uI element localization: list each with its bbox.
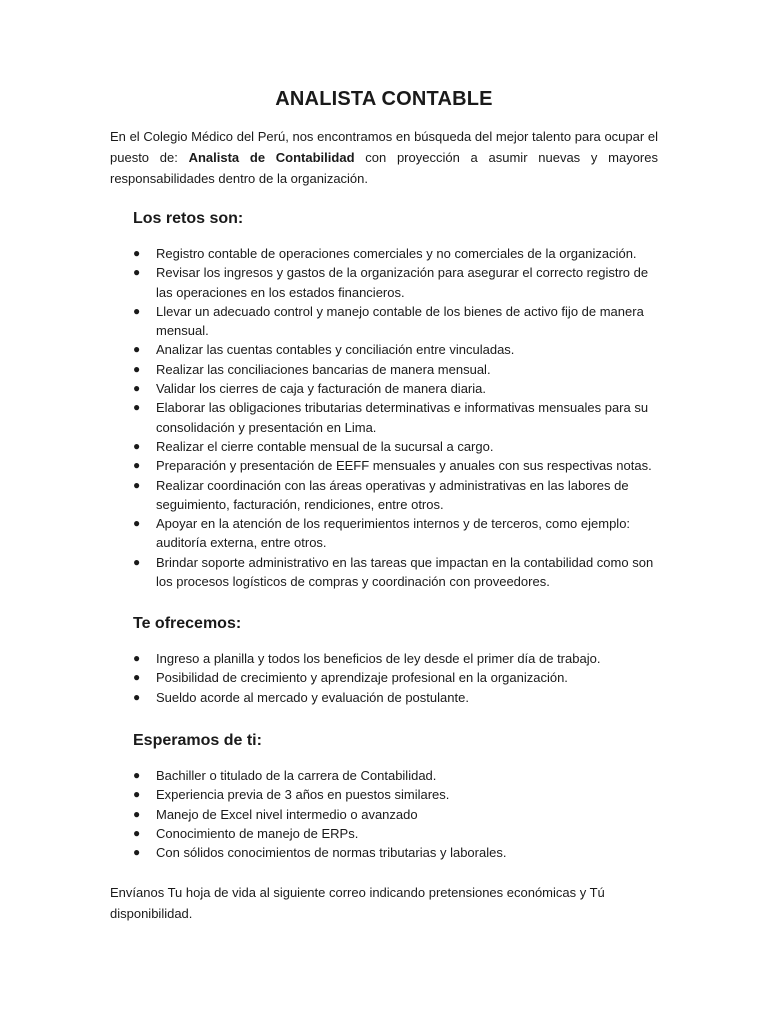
bullet-icon: ● — [133, 806, 141, 821]
bullet-icon: ● — [133, 438, 141, 453]
list-item — [110, 785, 658, 804]
bullet-icon: ● — [133, 381, 141, 396]
list-item-text: Bachiller o titulado de la carrera de Contabilidad. — [156, 768, 437, 783]
list-item — [110, 437, 658, 456]
list-item — [110, 398, 658, 437]
document-title: ANALISTA CONTABLE — [275, 88, 493, 110]
bullet-icon: ● — [133, 516, 141, 531]
list-item-text: Apoyar en la atención de los requerimientos internos y de terceros, como ejemplo: auditoría externa, entre otros. — [156, 516, 631, 551]
list-item — [110, 302, 658, 341]
list-item-text: Con sólidos conocimientos de normas tributarias y laborales. — [156, 845, 507, 861]
list-item — [110, 843, 658, 862]
closing-paragraph: Envíanos Tu hoja de vida al siguiente correo indicando pretensiones económicas y Tú disponibilidad. — [110, 885, 605, 921]
list-item-text: Validar los cierres de caja y facturación de manera diaria. — [156, 381, 486, 397]
list-item-text: Realizar coordinación con las áreas operativas y administrativas en las labores de seguimiento, facturación, rendiciones, entre otros. — [156, 477, 629, 512]
list-item-text: Registro contable de operaciones comerciales y no comerciales de la organización. — [156, 246, 637, 261]
list-item — [110, 244, 658, 263]
list-item — [110, 456, 658, 475]
section-te-ofrecemos — [110, 614, 658, 707]
bullet-icon: ● — [133, 845, 141, 860]
bullet-icon: ● — [133, 768, 141, 782]
list-item-text: Experiencia previa de 3 años en puestos similares. — [156, 787, 450, 803]
bullet-icon: ● — [133, 265, 141, 280]
bullet-icon: ● — [133, 342, 141, 357]
list-item-text: Manejo de Excel nivel intermedio o avanzado — [156, 806, 418, 822]
bullet-icon: ● — [133, 787, 141, 802]
bullet-icon: ● — [133, 825, 141, 840]
list-item-text: Realizar las conciliaciones bancarias de manera mensual. — [156, 361, 491, 377]
section-heading: Esperamos de ti: — [133, 732, 262, 749]
section-heading: Los retos son: — [133, 210, 244, 227]
list-item — [110, 688, 658, 707]
list-item-text: Preparación y presentación de EEFF mensuales y anuales con sus respectivas notas. — [156, 458, 652, 474]
bullet-icon: ● — [133, 689, 141, 704]
list-item-text: Brindar soporte administrativo en las tareas que impactan en la contabilidad como son los procesos logísticos de compras y coordinación con proveedores. — [156, 554, 654, 590]
list-item — [110, 514, 658, 553]
bullet-icon: ● — [133, 458, 141, 473]
list-item-text: Elaborar las obligaciones tributarias determinativas e informativas mensuales para su consolidación y presentación en Lima. — [156, 400, 649, 435]
list-item — [110, 668, 658, 687]
section-retos — [110, 209, 658, 591]
list-item-text: Realizar el cierre contable mensual de la sucursal a cargo. — [156, 438, 494, 454]
list-item-text: Analizar las cuentas contables y conciliación entre vinculadas. — [156, 342, 515, 358]
bullet-icon: ● — [133, 651, 141, 665]
list-item — [110, 553, 658, 592]
bullet-icon: ● — [133, 400, 141, 415]
list-item — [110, 476, 658, 515]
list-item-text: Revisar los ingresos y gastos de la organización para asegurar el correcto registro de las operaciones en los estados financieros. — [156, 265, 649, 300]
section-esperamos-de-ti — [110, 731, 658, 862]
list-item — [110, 360, 658, 379]
list-item-text: Ingreso a planilla y todos los beneficios de ley desde el primer día de trabajo. — [156, 651, 601, 666]
intro-text-before: En el Colegio Médico del Perú, nos encontramos en búsqueda del mejor talento para ocupar el puesto de: — [110, 129, 658, 165]
bullet-list — [110, 649, 658, 707]
intro-paragraph — [110, 126, 658, 189]
intro-text-after: con proyección a asumir nuevas y mayores responsabilidades dentro de la organización. — [110, 150, 658, 186]
list-item-text: Llevar un adecuado control y manejo contable de los bienes de activo fijo de manera mensual. — [156, 303, 644, 339]
intro-position-name: Analista de Contabilidad — [188, 150, 355, 165]
bullet-icon: ● — [133, 670, 141, 685]
bullet-icon: ● — [133, 303, 141, 318]
list-item-text: Posibilidad de crecimiento y aprendizaje profesional en la organización. — [156, 670, 568, 686]
list-item — [110, 379, 658, 398]
bullet-list — [110, 766, 658, 862]
bullet-icon: ● — [133, 246, 141, 260]
bullet-list — [110, 244, 658, 591]
bullet-icon: ● — [133, 477, 141, 492]
list-item-text: Conocimiento de manejo de ERPs. — [156, 825, 359, 841]
bullet-icon: ● — [133, 361, 141, 376]
list-item — [110, 805, 658, 824]
bullet-icon: ● — [133, 554, 141, 569]
list-item-text: Sueldo acorde al mercado y evaluación de postulante. — [156, 689, 469, 705]
list-item — [110, 340, 658, 359]
list-item — [110, 263, 658, 302]
list-item — [110, 649, 658, 668]
section-heading: Te ofrecemos: — [133, 615, 242, 632]
list-item — [110, 766, 658, 785]
list-item — [110, 824, 658, 843]
